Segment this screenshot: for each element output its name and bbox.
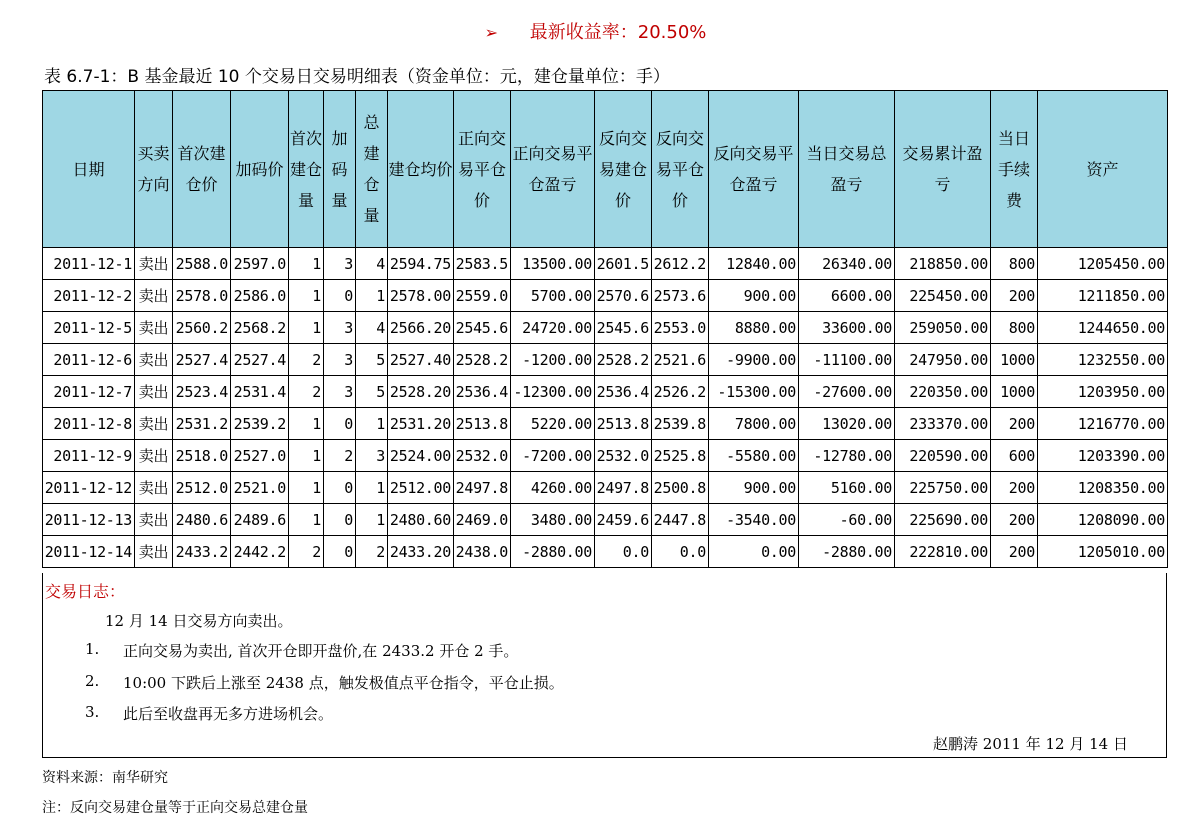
- value-cell: 3: [324, 376, 356, 408]
- value-cell: 1211850.00: [1038, 280, 1168, 312]
- value-cell: 4: [356, 248, 388, 280]
- value-cell: 2438.0: [454, 536, 511, 568]
- value-cell: 0.0: [652, 536, 709, 568]
- value-cell: 5160.00: [799, 472, 895, 504]
- latest-return-text: 最新收益率：20.50%: [529, 22, 707, 43]
- date-cell: 2011-12-6: [43, 344, 135, 376]
- value-cell: 1: [289, 440, 324, 472]
- value-cell: -12300.00: [511, 376, 595, 408]
- value-cell: 2559.0: [454, 280, 511, 312]
- value-cell: -2880.00: [511, 536, 595, 568]
- value-cell: 225690.00: [895, 504, 991, 536]
- value-cell: 2524.00: [388, 440, 454, 472]
- value-cell: 2527.40: [388, 344, 454, 376]
- value-cell: 2532.0: [595, 440, 652, 472]
- value-cell: 12840.00: [709, 248, 799, 280]
- value-cell: 1: [356, 504, 388, 536]
- value-cell: 2553.0: [652, 312, 709, 344]
- value-cell: -1200.00: [511, 344, 595, 376]
- value-cell: 2531.2: [173, 408, 231, 440]
- date-cell: 2011-12-9: [43, 440, 135, 472]
- value-cell: -15300.00: [709, 376, 799, 408]
- value-cell: 24720.00: [511, 312, 595, 344]
- table-header-row: [43, 91, 1168, 248]
- column-header: 建仓均价: [388, 91, 454, 248]
- value-cell: -11100.00: [799, 344, 895, 376]
- value-cell: 2489.6: [231, 504, 289, 536]
- value-cell: 0.0: [595, 536, 652, 568]
- value-cell: 2512.00: [388, 472, 454, 504]
- column-header: 反向交易建仓价: [595, 91, 652, 248]
- value-cell: 2536.4: [595, 376, 652, 408]
- value-cell: 2433.2: [173, 536, 231, 568]
- value-cell: 200: [991, 536, 1038, 568]
- value-cell: 2: [289, 344, 324, 376]
- value-cell: 0: [324, 504, 356, 536]
- value-cell: 2539.8: [652, 408, 709, 440]
- direction-cell: 卖出: [135, 504, 173, 536]
- value-cell: 1203390.00: [1038, 440, 1168, 472]
- value-cell: 800: [991, 248, 1038, 280]
- trade-log-item: 正向交易为卖出, 首次开仓即开盘价,在 2433.2 开仓 2 手。: [123, 642, 519, 660]
- value-cell: 800: [991, 312, 1038, 344]
- value-cell: 1203950.00: [1038, 376, 1168, 408]
- value-cell: 1: [289, 408, 324, 440]
- table-caption: 表 6.7-1：B 基金最近 10 个交易日交易明细表（资金单位：元，建仓量单位：手）: [44, 67, 670, 87]
- value-cell: 2601.5: [595, 248, 652, 280]
- value-cell: 2523.4: [173, 376, 231, 408]
- value-cell: 2513.8: [454, 408, 511, 440]
- value-cell: 2568.2: [231, 312, 289, 344]
- trade-log-item: 10:00 下跌后上涨至 2438 点，触发极值点平仓指令，平仓止损。: [123, 674, 564, 692]
- value-cell: 5700.00: [511, 280, 595, 312]
- value-cell: 33600.00: [799, 312, 895, 344]
- value-cell: 0: [324, 280, 356, 312]
- date-cell: 2011-12-12: [43, 472, 135, 504]
- value-cell: 1: [289, 280, 324, 312]
- trade-detail-table: [42, 90, 1168, 568]
- value-cell: -60.00: [799, 504, 895, 536]
- direction-cell: 卖出: [135, 408, 173, 440]
- value-cell: 1205450.00: [1038, 248, 1168, 280]
- value-cell: 2612.2: [652, 248, 709, 280]
- value-cell: 5: [356, 376, 388, 408]
- value-cell: 2469.0: [454, 504, 511, 536]
- value-cell: 2: [289, 376, 324, 408]
- value-cell: 2578.0: [173, 280, 231, 312]
- value-cell: -3540.00: [709, 504, 799, 536]
- table-row: [43, 312, 1168, 344]
- table-row: [43, 248, 1168, 280]
- date-cell: 2011-12-2: [43, 280, 135, 312]
- value-cell: 200: [991, 472, 1038, 504]
- direction-cell: 卖出: [135, 536, 173, 568]
- value-cell: 600: [991, 440, 1038, 472]
- value-cell: 0: [324, 408, 356, 440]
- value-cell: 1216770.00: [1038, 408, 1168, 440]
- value-cell: 1244650.00: [1038, 312, 1168, 344]
- value-cell: 2500.8: [652, 472, 709, 504]
- value-cell: 2566.20: [388, 312, 454, 344]
- value-cell: 2513.8: [595, 408, 652, 440]
- table-row: [43, 408, 1168, 440]
- trade-log-item-number: 1.: [85, 640, 100, 658]
- trade-log-item-number: 2.: [85, 672, 100, 690]
- value-cell: 233370.00: [895, 408, 991, 440]
- value-cell: 2560.2: [173, 312, 231, 344]
- value-cell: 2588.0: [173, 248, 231, 280]
- column-header: 首次建仓量: [289, 91, 324, 248]
- column-header: 正向交易平仓价: [454, 91, 511, 248]
- value-cell: 2527.4: [173, 344, 231, 376]
- value-cell: 1208350.00: [1038, 472, 1168, 504]
- date-cell: 2011-12-14: [43, 536, 135, 568]
- value-cell: 1: [356, 472, 388, 504]
- column-header: 加码量: [324, 91, 356, 248]
- column-header: 买卖方向: [135, 91, 173, 248]
- value-cell: 200: [991, 408, 1038, 440]
- date-cell: 2011-12-7: [43, 376, 135, 408]
- value-cell: 0: [324, 536, 356, 568]
- value-cell: 1232550.00: [1038, 344, 1168, 376]
- value-cell: 4: [356, 312, 388, 344]
- column-header: 资产: [1038, 91, 1168, 248]
- value-cell: 200: [991, 504, 1038, 536]
- value-cell: 2526.2: [652, 376, 709, 408]
- table-body: [43, 248, 1168, 568]
- value-cell: 225450.00: [895, 280, 991, 312]
- value-cell: 3: [324, 248, 356, 280]
- value-cell: 2527.0: [231, 440, 289, 472]
- value-cell: 1: [356, 408, 388, 440]
- value-cell: -9900.00: [709, 344, 799, 376]
- trade-log-item-number: 3.: [85, 703, 100, 721]
- value-cell: 2: [289, 536, 324, 568]
- value-cell: 220590.00: [895, 440, 991, 472]
- table-row: [43, 472, 1168, 504]
- table-row: [43, 504, 1168, 536]
- value-cell: 1: [289, 504, 324, 536]
- value-cell: 3: [324, 312, 356, 344]
- column-header: 日期: [43, 91, 135, 248]
- value-cell: 6600.00: [799, 280, 895, 312]
- table-row: [43, 536, 1168, 568]
- value-cell: 222810.00: [895, 536, 991, 568]
- value-cell: 1: [289, 312, 324, 344]
- table-row: [43, 280, 1168, 312]
- direction-cell: 卖出: [135, 472, 173, 504]
- value-cell: 3: [324, 344, 356, 376]
- value-cell: 5220.00: [511, 408, 595, 440]
- value-cell: -27600.00: [799, 376, 895, 408]
- value-cell: 2433.20: [388, 536, 454, 568]
- value-cell: 2532.0: [454, 440, 511, 472]
- table-row: [43, 344, 1168, 376]
- value-cell: 2: [356, 536, 388, 568]
- value-cell: 1: [289, 248, 324, 280]
- value-cell: 2525.8: [652, 440, 709, 472]
- value-cell: 2521.0: [231, 472, 289, 504]
- value-cell: 1: [356, 280, 388, 312]
- value-cell: 2578.00: [388, 280, 454, 312]
- value-cell: 2586.0: [231, 280, 289, 312]
- column-header: 反向交易平仓盈亏: [709, 91, 799, 248]
- table-row: [43, 376, 1168, 408]
- value-cell: 13020.00: [799, 408, 895, 440]
- direction-cell: 卖出: [135, 376, 173, 408]
- value-cell: 2528.20: [388, 376, 454, 408]
- value-cell: 2518.0: [173, 440, 231, 472]
- value-cell: 2512.0: [173, 472, 231, 504]
- value-cell: 5: [356, 344, 388, 376]
- trade-log: [42, 573, 1167, 758]
- value-cell: 2480.6: [173, 504, 231, 536]
- value-cell: 2459.6: [595, 504, 652, 536]
- column-header: 交易累计盈亏: [895, 91, 991, 248]
- value-cell: 900.00: [709, 280, 799, 312]
- direction-cell: 卖出: [135, 280, 173, 312]
- value-cell: 3480.00: [511, 504, 595, 536]
- latest-return-headline: [0, 18, 1191, 44]
- value-cell: 1000: [991, 344, 1038, 376]
- value-cell: 2521.6: [652, 344, 709, 376]
- column-header: 加码价: [231, 91, 289, 248]
- value-cell: 2531.4: [231, 376, 289, 408]
- direction-cell: 卖出: [135, 344, 173, 376]
- value-cell: 0: [324, 472, 356, 504]
- value-cell: 0.00: [709, 536, 799, 568]
- value-cell: 4260.00: [511, 472, 595, 504]
- value-cell: 1208090.00: [1038, 504, 1168, 536]
- value-cell: 900.00: [709, 472, 799, 504]
- value-cell: 259050.00: [895, 312, 991, 344]
- value-cell: 2570.6: [595, 280, 652, 312]
- date-cell: 2011-12-8: [43, 408, 135, 440]
- column-header: 当日交易总盈亏: [799, 91, 895, 248]
- column-header: 总建仓量: [356, 91, 388, 248]
- value-cell: -2880.00: [799, 536, 895, 568]
- value-cell: 8880.00: [709, 312, 799, 344]
- value-cell: 2531.20: [388, 408, 454, 440]
- value-cell: 2536.4: [454, 376, 511, 408]
- direction-cell: 卖出: [135, 440, 173, 472]
- date-cell: 2011-12-13: [43, 504, 135, 536]
- value-cell: 2447.8: [652, 504, 709, 536]
- data-source: 资料来源：南华研究: [42, 770, 168, 786]
- value-cell: 26340.00: [799, 248, 895, 280]
- column-header: 正向交易平仓盈亏: [511, 91, 595, 248]
- value-cell: 2545.6: [454, 312, 511, 344]
- value-cell: 2528.2: [595, 344, 652, 376]
- value-cell: 1205010.00: [1038, 536, 1168, 568]
- column-header: 当日手续费: [991, 91, 1038, 248]
- value-cell: 2497.8: [454, 472, 511, 504]
- value-cell: 2497.8: [595, 472, 652, 504]
- value-cell: 200: [991, 280, 1038, 312]
- date-cell: 2011-12-5: [43, 312, 135, 344]
- value-cell: 7800.00: [709, 408, 799, 440]
- column-header: 反向交易平仓价: [652, 91, 709, 248]
- value-cell: 2442.2: [231, 536, 289, 568]
- arrow-bullet-icon: ➢: [484, 23, 499, 42]
- value-cell: 2539.2: [231, 408, 289, 440]
- direction-cell: 卖出: [135, 312, 173, 344]
- value-cell: 225750.00: [895, 472, 991, 504]
- value-cell: 2545.6: [595, 312, 652, 344]
- footnote: 注：反向交易建仓量等于正向交易总建仓量: [42, 800, 308, 816]
- value-cell: 2480.60: [388, 504, 454, 536]
- trade-log-title: 交易日志：: [45, 582, 126, 601]
- value-cell: -7200.00: [511, 440, 595, 472]
- value-cell: 2597.0: [231, 248, 289, 280]
- trade-log-item: 此后至收盘再无多方进场机会。: [123, 705, 334, 723]
- value-cell: 2583.5: [454, 248, 511, 280]
- column-header: 首次建仓价: [173, 91, 231, 248]
- date-cell: 2011-12-1: [43, 248, 135, 280]
- value-cell: 3: [356, 440, 388, 472]
- direction-cell: 卖出: [135, 248, 173, 280]
- value-cell: -12780.00: [799, 440, 895, 472]
- value-cell: 2573.6: [652, 280, 709, 312]
- trade-log-signature: 赵鹏涛 2011 年 12 月 14 日: [933, 735, 1128, 753]
- value-cell: 13500.00: [511, 248, 595, 280]
- value-cell: 2594.75: [388, 248, 454, 280]
- value-cell: 220350.00: [895, 376, 991, 408]
- value-cell: 218850.00: [895, 248, 991, 280]
- value-cell: 2: [324, 440, 356, 472]
- value-cell: -5580.00: [709, 440, 799, 472]
- value-cell: 2528.2: [454, 344, 511, 376]
- value-cell: 1000: [991, 376, 1038, 408]
- value-cell: 247950.00: [895, 344, 991, 376]
- trade-log-intro: 12 月 14 日交易方向卖出。: [105, 612, 293, 630]
- value-cell: 1: [289, 472, 324, 504]
- value-cell: 2527.4: [231, 344, 289, 376]
- table-row: [43, 440, 1168, 472]
